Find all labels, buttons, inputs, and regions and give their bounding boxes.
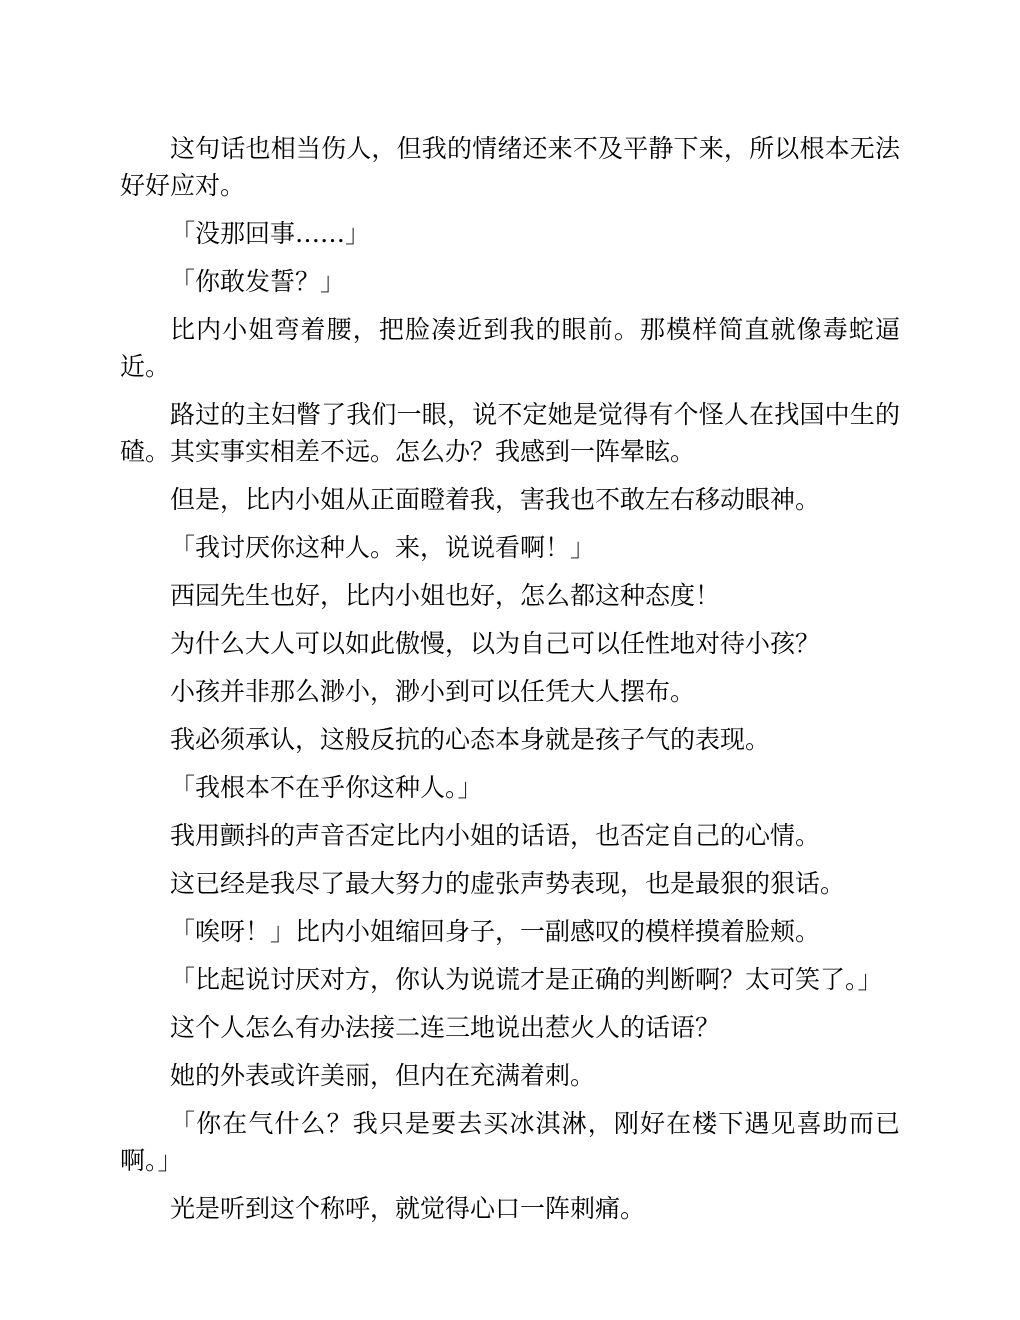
paragraph: 我必须承认，这般反抗的心态本身就是孩子气的表现。 <box>170 725 771 754</box>
document-page <box>120 130 900 1238</box>
paragraph: 比内小姐弯着腰，把脸凑近到我的眼前。那模样简直就像毒蛇逼近。 <box>120 315 900 381</box>
paragraph: 这句话也相当伤人，但我的情绪还来不及平静下来，所以根本无法好好应对。 <box>120 134 900 200</box>
paragraph: 小孩并非那么渺小，渺小到可以任凭大人摆布。 <box>170 677 696 706</box>
paragraph: 「你在气什么？我只是要去买冰淇淋，刚好在楼下遇见喜助而已啊。」 <box>120 1109 900 1175</box>
paragraph: 这已经是我尽了最大努力的虚张声势表现，也是最狠的狠话。 <box>170 869 846 898</box>
paragraph: 她的外表或许美丽，但内在充满着刺。 <box>170 1061 596 1090</box>
paragraph: 「我根本不在乎你这种人。」 <box>170 773 483 802</box>
paragraph: 这个人怎么有办法接二连三地说出惹火人的话语？ <box>170 1013 721 1042</box>
paragraph: 「你敢发誓？」 <box>170 267 346 296</box>
paragraph: 光是听到这个称呼，就觉得心口一阵刺痛。 <box>170 1194 646 1223</box>
paragraph: 「我讨厌你这种人。来，说说看啊！」 <box>170 533 596 562</box>
paragraph: 但是，比内小姐从正面瞪着我，害我也不敢左右移动眼神。 <box>170 485 821 514</box>
paragraph: 「没那回事……」 <box>170 219 371 248</box>
paragraph: 为什么大人可以如此傲慢，以为自己可以任性地对待小孩？ <box>170 629 821 658</box>
paragraph: 我用颤抖的声音否定比内小姐的话语，也否定自己的心情。 <box>170 821 821 850</box>
paragraph: 「唉呀！」比内小姐缩回身子，一副感叹的模样摸着脸颊。 <box>170 917 821 946</box>
paragraph: 路过的主妇瞥了我们一眼，说不定她是觉得有个怪人在找国中生的碴。其实事实相差不远。怎么办？我感到一阵晕眩。 <box>120 400 900 466</box>
paragraph: 「比起说讨厌对方，你认为说谎才是正确的判断啊？太可笑了。」 <box>170 965 883 994</box>
paragraph: 西园先生也好，比内小姐也好，怎么都这种态度！ <box>170 581 721 610</box>
